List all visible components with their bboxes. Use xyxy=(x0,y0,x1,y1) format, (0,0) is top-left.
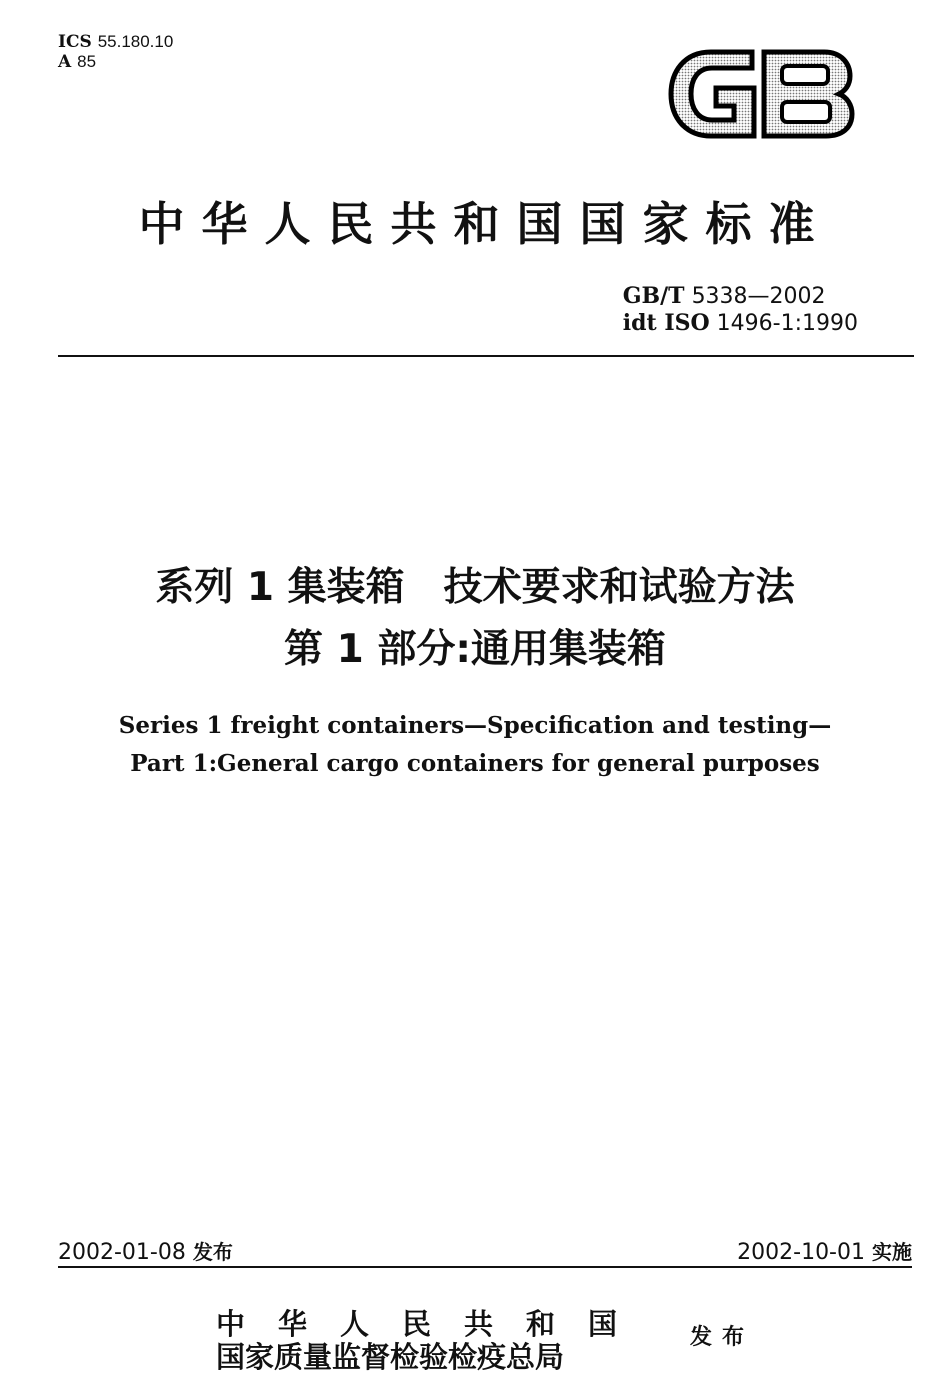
ics-line xyxy=(58,32,173,52)
classification-codes xyxy=(58,32,173,72)
gb-logo xyxy=(666,44,856,144)
issuer-action: 发布 xyxy=(690,1324,755,1350)
footer-divider xyxy=(58,1266,912,1268)
standard-number-prefix: GB/T xyxy=(622,283,685,309)
ics-label: ICS xyxy=(58,32,92,52)
standard-numbers xyxy=(623,283,858,337)
issue-label: 发布 xyxy=(192,1240,233,1264)
ccs-label: A xyxy=(58,52,72,72)
logo-letter-g xyxy=(671,52,754,136)
ccs-line xyxy=(58,52,173,72)
english-title-line-1: Series 1 freight containers—Specification and testing— xyxy=(118,712,832,739)
header-divider xyxy=(58,355,914,357)
issuer-line-1: 中华人民共和国 xyxy=(216,1307,651,1341)
issue-date-block xyxy=(58,1236,233,1265)
ics-code: 55.180.10 xyxy=(97,32,174,51)
idt-prefix: idt ISO xyxy=(622,310,710,336)
chinese-title-line-2: 第 1 部分:通用集装箱 xyxy=(284,627,666,672)
ccs-code: 85 xyxy=(77,52,97,71)
implementation-date-block xyxy=(737,1236,912,1265)
issuer-line-2: 国家质量监督检验检疫总局 xyxy=(216,1340,565,1374)
chinese-title-line-1: 系列 1 集装箱 技术要求和试验方法 xyxy=(155,565,795,610)
standard-number-line xyxy=(623,283,858,310)
implementation-label: 实施 xyxy=(872,1240,912,1264)
implementation-date: 2002-10-01 xyxy=(737,1240,865,1265)
idt-number: 1496-1:1990 xyxy=(716,311,858,336)
idt-line xyxy=(623,310,858,337)
standard-number: 5338—2002 xyxy=(691,284,826,309)
svg-text:GB: GB xyxy=(666,44,668,45)
standard-category-title: 中华人民共和国国家标准 xyxy=(138,197,832,251)
english-title-line-2: Part 1:General cargo containers for general purposes xyxy=(130,750,820,777)
issue-date: 2002-01-08 xyxy=(58,1240,186,1265)
